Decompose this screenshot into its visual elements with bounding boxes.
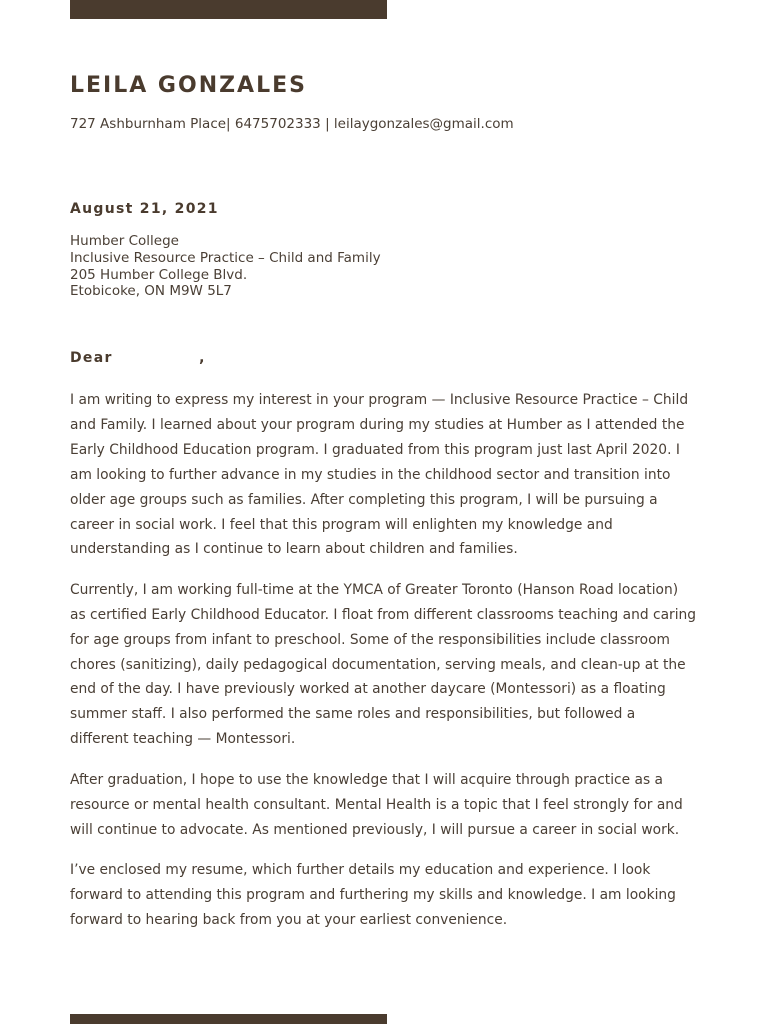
recipient-address (70, 233, 381, 300)
bottom-accent-bar (70, 1014, 387, 1024)
body-paragraph: After graduation, I hope to use the knowledge that I will acquire through practice as a resource or mental health consultant. Mental Health is a topic that I feel strongly for and will continue to advocate. As mentioned previously, I will pursue a career in social work. (70, 771, 683, 838)
recipient-line: Inclusive Resource Practice – Child and Family (70, 249, 381, 266)
body-paragraph: I’ve enclosed my resume, which further details my education and experience. I look forward to attending this program and furthering my skills and knowledge. I am looking forward to hearing back from you at your earliest convenience. (70, 861, 676, 928)
recipient-line: Humber College (70, 233, 179, 249)
recipient-line: 205 Humber College Blvd. (70, 266, 248, 283)
recipient-line: Etobicoke, ON M9W 5L7 (70, 283, 232, 300)
salutation: Dear , (70, 350, 206, 366)
sender-contact-info: 727 Ashburnham Place| 6475702333 | leilaygonzales@gmail.com (70, 116, 514, 132)
letter-body (70, 388, 698, 948)
top-accent-bar (70, 0, 387, 19)
body-paragraph: I am writing to express my interest in your program — Inclusive Resource Practice – Child and Family. I learned about your program during my studies at Humber as I attended the Early Childhood Education program. I graduated from this program just last April 2020. I am looking to further advance in my studies in the childhood sector and transition into older age groups such as families. After completing this program, I will be pursuing a career in social work. I feel that this program will enlighten my knowledge and understanding as I continue to learn about children and families. (70, 392, 689, 558)
sender-name: LEILA GONZALES (70, 73, 307, 98)
letter-date: August 21, 2021 (70, 201, 219, 217)
body-paragraph: Currently, I am working full-time at the YMCA of Greater Toronto (Hanson Road location) as certified Early Childhood Educator. I float from different classrooms teaching and caring for age groups from infant to preschool. Some of the responsibilities include classroom chores (sanitizing), daily pedagogical documentation, serving meals, and clean-up at the end of the day. I have previously worked at another daycare (Montessori) as a floating summer staff. I also performed the same roles and responsibilities, but followed a different teaching — Montessori. (70, 581, 697, 748)
